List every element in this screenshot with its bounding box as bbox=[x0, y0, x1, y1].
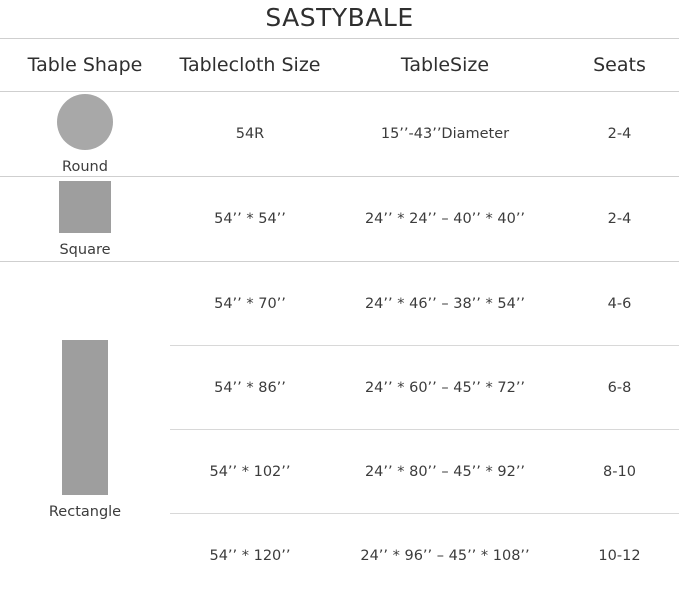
square-shape-icon bbox=[59, 181, 111, 233]
shape-cell-square bbox=[0, 177, 170, 262]
table-size-cell: 24’’ * 96’’ – 45’’ * 108’’ bbox=[360, 547, 530, 564]
cloth-size-cell: 54’’ * 86’’ bbox=[170, 346, 330, 430]
shape-cell-rectangle bbox=[0, 262, 170, 598]
shape-label-round: Round bbox=[62, 158, 108, 175]
cloth-size-cell: 54’’ * 102’’ bbox=[170, 430, 330, 514]
table-size-cell: 24’’ * 24’’ – 40’’ * 40’’ bbox=[330, 177, 560, 262]
shape-cell-round bbox=[0, 92, 170, 177]
column-header-tablecloth-size: Tablecloth Size bbox=[170, 39, 330, 92]
table-size-cell: 24’’ * 46’’ – 38’’ * 54’’ bbox=[330, 262, 560, 346]
cloth-size-cell: 54’’ * 54’’ bbox=[170, 177, 330, 262]
table-header bbox=[0, 39, 679, 92]
table-size-cell: 24’’ * 60’’ – 45’’ * 72’’ bbox=[330, 346, 560, 430]
column-header-seats: Seats bbox=[560, 39, 679, 92]
seats-cell: 8-10 bbox=[560, 430, 679, 514]
size-chart-table bbox=[0, 38, 679, 597]
brand-title: SASTYBALE bbox=[265, 3, 414, 32]
table-size-cell: 15’’-43’’Diameter bbox=[330, 92, 560, 177]
column-header-table-shape: Table Shape bbox=[0, 39, 170, 92]
shape-label-rectangle: Rectangle bbox=[48, 503, 122, 520]
cloth-size-cell: 54’’ * 70’’ bbox=[170, 262, 330, 346]
cloth-size-cell: 54’’ * 120’’ bbox=[209, 547, 291, 564]
table-row bbox=[0, 262, 679, 346]
circle-shape-icon bbox=[57, 94, 113, 150]
table-row bbox=[0, 177, 679, 262]
column-header-table-size: TableSize bbox=[330, 39, 560, 92]
seats-cell: 2-4 bbox=[560, 177, 679, 262]
table-size-cell: 24’’ * 80’’ – 45’’ * 92’’ bbox=[330, 430, 560, 514]
rectangle-shape-icon bbox=[62, 340, 108, 495]
table-body bbox=[0, 92, 679, 598]
shape-label-square: Square bbox=[59, 241, 111, 258]
seats-cell: 6-8 bbox=[560, 346, 679, 430]
seats-cell: 2-4 bbox=[560, 92, 679, 177]
table-row bbox=[0, 92, 679, 177]
seats-cell: 10-12 bbox=[598, 547, 641, 564]
cloth-size-cell: 54R bbox=[170, 92, 330, 177]
seats-cell: 4-6 bbox=[560, 262, 679, 346]
